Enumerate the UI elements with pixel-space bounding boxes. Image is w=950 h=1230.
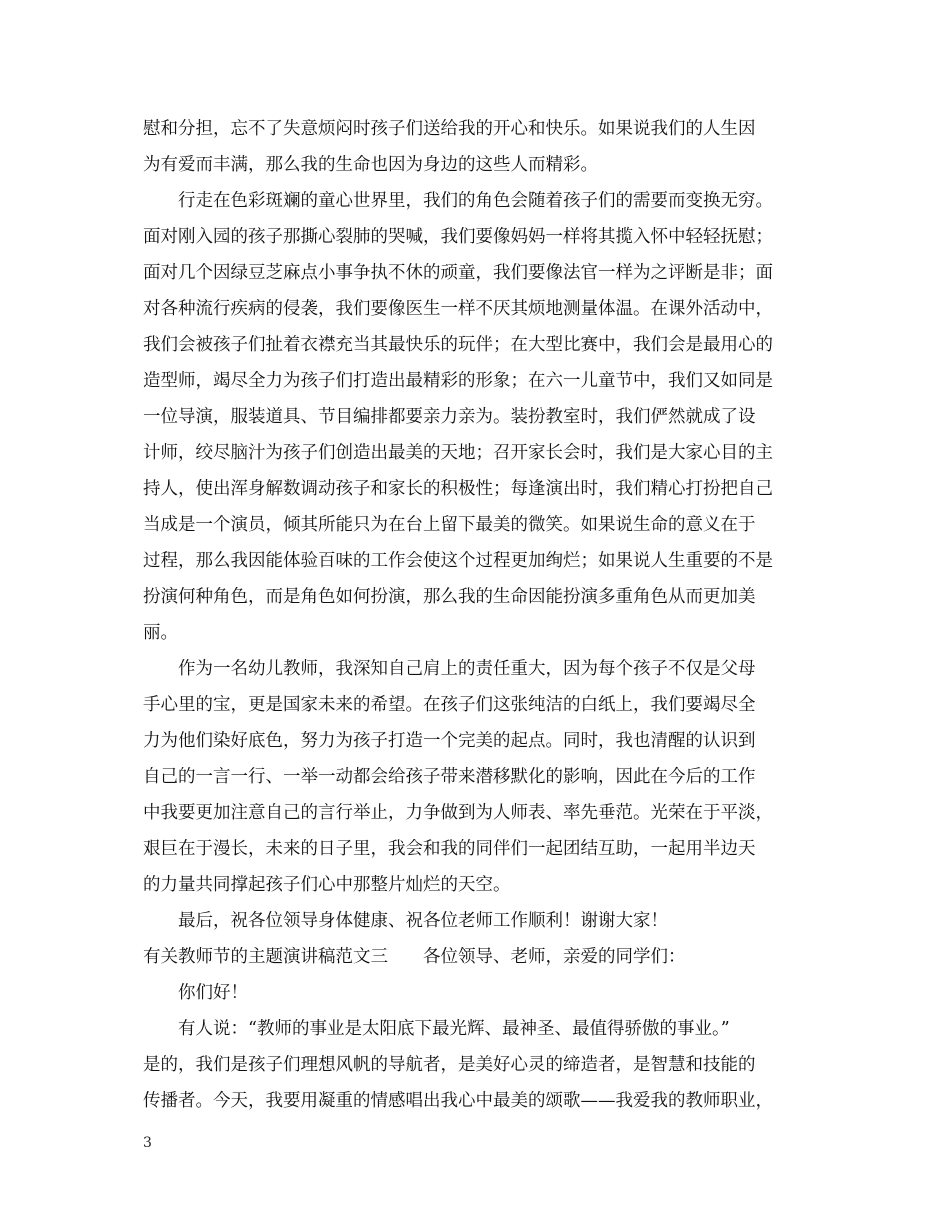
section-heading: 有关教师节的主题演讲稿范文三 各位领导、老师，亲爱的同学们： [143, 947, 686, 967]
text-line: 力为他们染好底色，努力为孩子打造一个完美的起点。同时，我也清醒的认识到 [143, 731, 756, 751]
text-line: 当成是一个演员，倾其所能只为在台上留下最美的微笑。如果说生命的意义在于 [143, 515, 756, 535]
text-line: 是的，我们是孩子们理想风帆的导航者，是美好心灵的缔造者，是智慧和技能的 [143, 1055, 756, 1075]
text-line: 对各种流行疾病的侵袭，我们要像医生一样不厌其烦地测量体温。在课外活动中， [143, 299, 773, 319]
text-line: 传播者。今天，我要用凝重的情感唱出我心中最美的颂歌——我爱我的教师职业， [143, 1091, 773, 1111]
text-line: 作为一名幼儿教师，我深知自己肩上的责任重大，因为每个孩子不仅是父母 [178, 659, 756, 679]
text-line: 过程，那么我因能体验百味的工作会使这个过程更加绚烂；如果说人生重要的不是 [143, 551, 773, 571]
text-line: 为有爱而丰满，那么我的生命也因为身边的这些人而精彩。 [143, 155, 598, 175]
text-line: 的力量共同撑起孩子们心中那整片灿烂的天空。 [143, 875, 511, 895]
page-number: 3 [143, 1135, 152, 1151]
text-line: 面对几个因绿豆芝麻点小事争执不休的顽童，我们要像法官一样为之评断是非；面 [143, 263, 773, 283]
text-line: 慰和分担，忘不了失意烦闷时孩子们送给我的开心和快乐。如果说我们的人生因 [143, 119, 756, 139]
text-line: 丽。 [143, 623, 178, 643]
text-line: 行走在色彩斑斓的童心世界里，我们的角色会随着孩子们的需要而变换无穷。 [178, 191, 773, 211]
text-line: 造型师，竭尽全力为孩子们打造出最精彩的形象；在六一儿童节中，我们又如同是 [143, 371, 773, 391]
text-line: 最后，祝各位领导身体健康、祝各位老师工作顺利！谢谢大家！ [178, 911, 668, 931]
text-line: 我们会被孩子们扯着衣襟充当其最快乐的玩伴；在大型比赛中，我们会是最用心的 [143, 335, 773, 355]
text-line: 自己的一言一行、一举一动都会给孩子带来潜移默化的影响，因此在今后的工作 [143, 767, 756, 787]
text-line: 中我要更加注意自己的言行举止，力争做到为人师表、率先垂范。光荣在于平淡， [143, 803, 773, 823]
text-line: 持人，使出浑身解数调动孩子和家长的积极性；每逢演出时，我们精心打扮把自己 [143, 479, 773, 499]
text-line: 你们好！ [178, 983, 248, 1003]
text-line: 面对刚入园的孩子那撕心裂肺的哭喊，我们要像妈妈一样将其揽入怀中轻轻抚慰； [143, 227, 773, 247]
text-line: 手心里的宝，更是国家未来的希望。在孩子们这张纯洁的白纸上，我们要竭尽全 [143, 695, 756, 715]
text-line: 扮演何种角色，而是角色如何扮演，那么我的生命因能扮演多重角色从而更加美 [143, 587, 756, 607]
text-line: 计师，绞尽脑汁为孩子们创造出最美的天地；召开家长会时，我们是大家心目的主 [143, 443, 773, 463]
text-line: 一位导演，服装道具、节目编排都要亲力亲为。装扮教室时，我们俨然就成了设 [143, 407, 756, 427]
text-line: 艰巨在于漫长，未来的日子里，我会和我的同伴们一起团结互助，一起用半边天 [143, 839, 756, 859]
text-line: 有人说：“教师的事业是太阳底下最光辉、最神圣、最值得骄傲的事业。” [178, 1019, 730, 1039]
